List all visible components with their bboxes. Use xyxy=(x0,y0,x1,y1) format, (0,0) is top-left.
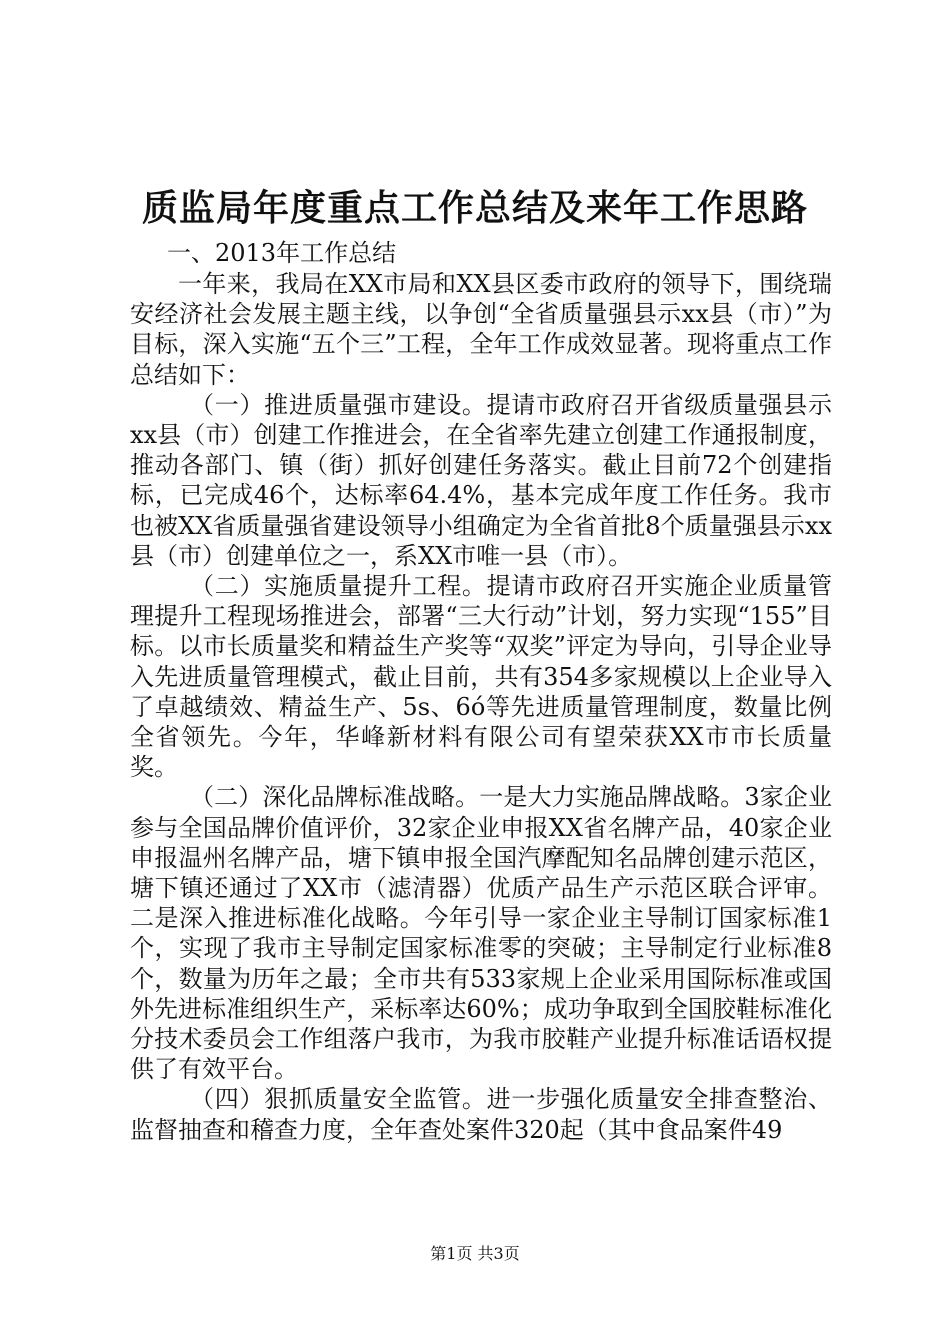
document-title: 质监局年度重点工作总结及来年工作思路 xyxy=(141,187,808,229)
page-footer: 第1页 共3页 xyxy=(430,1244,520,1263)
paragraph-quality-city: （一）推进质量强市建设。提请市政府召开省级质量强县示xx县（市）创建工作推进会，在全省率先建立创建工作通报制度，推动各部门、镇（街）抓好创建任务落实。截止目前72个创建指标，已完成46个，达标率64.4%，基本完成年度工作任务。我市也被XX省质量强省建设领导小组确定为全省首批8个质量强县示xx县（市）创建单位之一，系XX市唯一县（市）。 xyxy=(130,390,832,570)
paragraph-intro: 一年来，我局在XX市局和XX县区委市政府的领导下，围绕瑞安经济社会发展主题主线，以争创“全省质量强县示xx县（市）”为目标，深入实施“五个三”工程，全年工作成效显著。现将重点工作总结如下： xyxy=(130,270,832,389)
section-heading: 一、2013年工作总结 xyxy=(167,239,397,267)
document-body xyxy=(130,269,832,1145)
paragraph-safety-supervision: （四）狠抓质量安全监管。进一步强化质量安全排查整治、监督抽查和稽查力度，全年查处案件320起（其中食品案件49 xyxy=(130,1085,832,1144)
paragraph-brand-standards: （二）深化品牌标准战略。一是大力实施品牌战略。3家企业参与全国品牌价值评价，32家企业申报XX省名牌产品，40家企业申报温州名牌产品，塘下镇申报全国汽摩配知名品牌创建示范区，塘下镇还通过了XX市（滤清器）优质产品生产示范区联合评审。二是深入推进标准化战略。今年引导一家企业主导制订国家标准1个，实现了我市主导制定国家标准零的突破；主导制定行业标准8个，数量为历年之最；全市共有533家规上企业采用国际标准或国外先进标准组织生产，采标率达60%；成功争取到全国胶鞋标准化分技术委员会工作组落户我市，为我市胶鞋产业提升标准话语权提供了有效平台。 xyxy=(130,783,832,1084)
paragraph-quality-upgrade: （二）实施质量提升工程。提请市政府召开实施企业质量管理提升工程现场推进会，部署“三大行动”计划，努力实现“155”目标。以市长质量奖和精益生产奖等“双奖”评定为导向，引导企业导入先进质量管理模式，截止目前，共有354多家规模以上企业导入了卓越绩效、精益生产、5s、6ó等先进质量管理制度，数量比例全省领先。今年，华峰新材料有限公司有望荣获XX市市长质量奖。 xyxy=(130,572,832,782)
